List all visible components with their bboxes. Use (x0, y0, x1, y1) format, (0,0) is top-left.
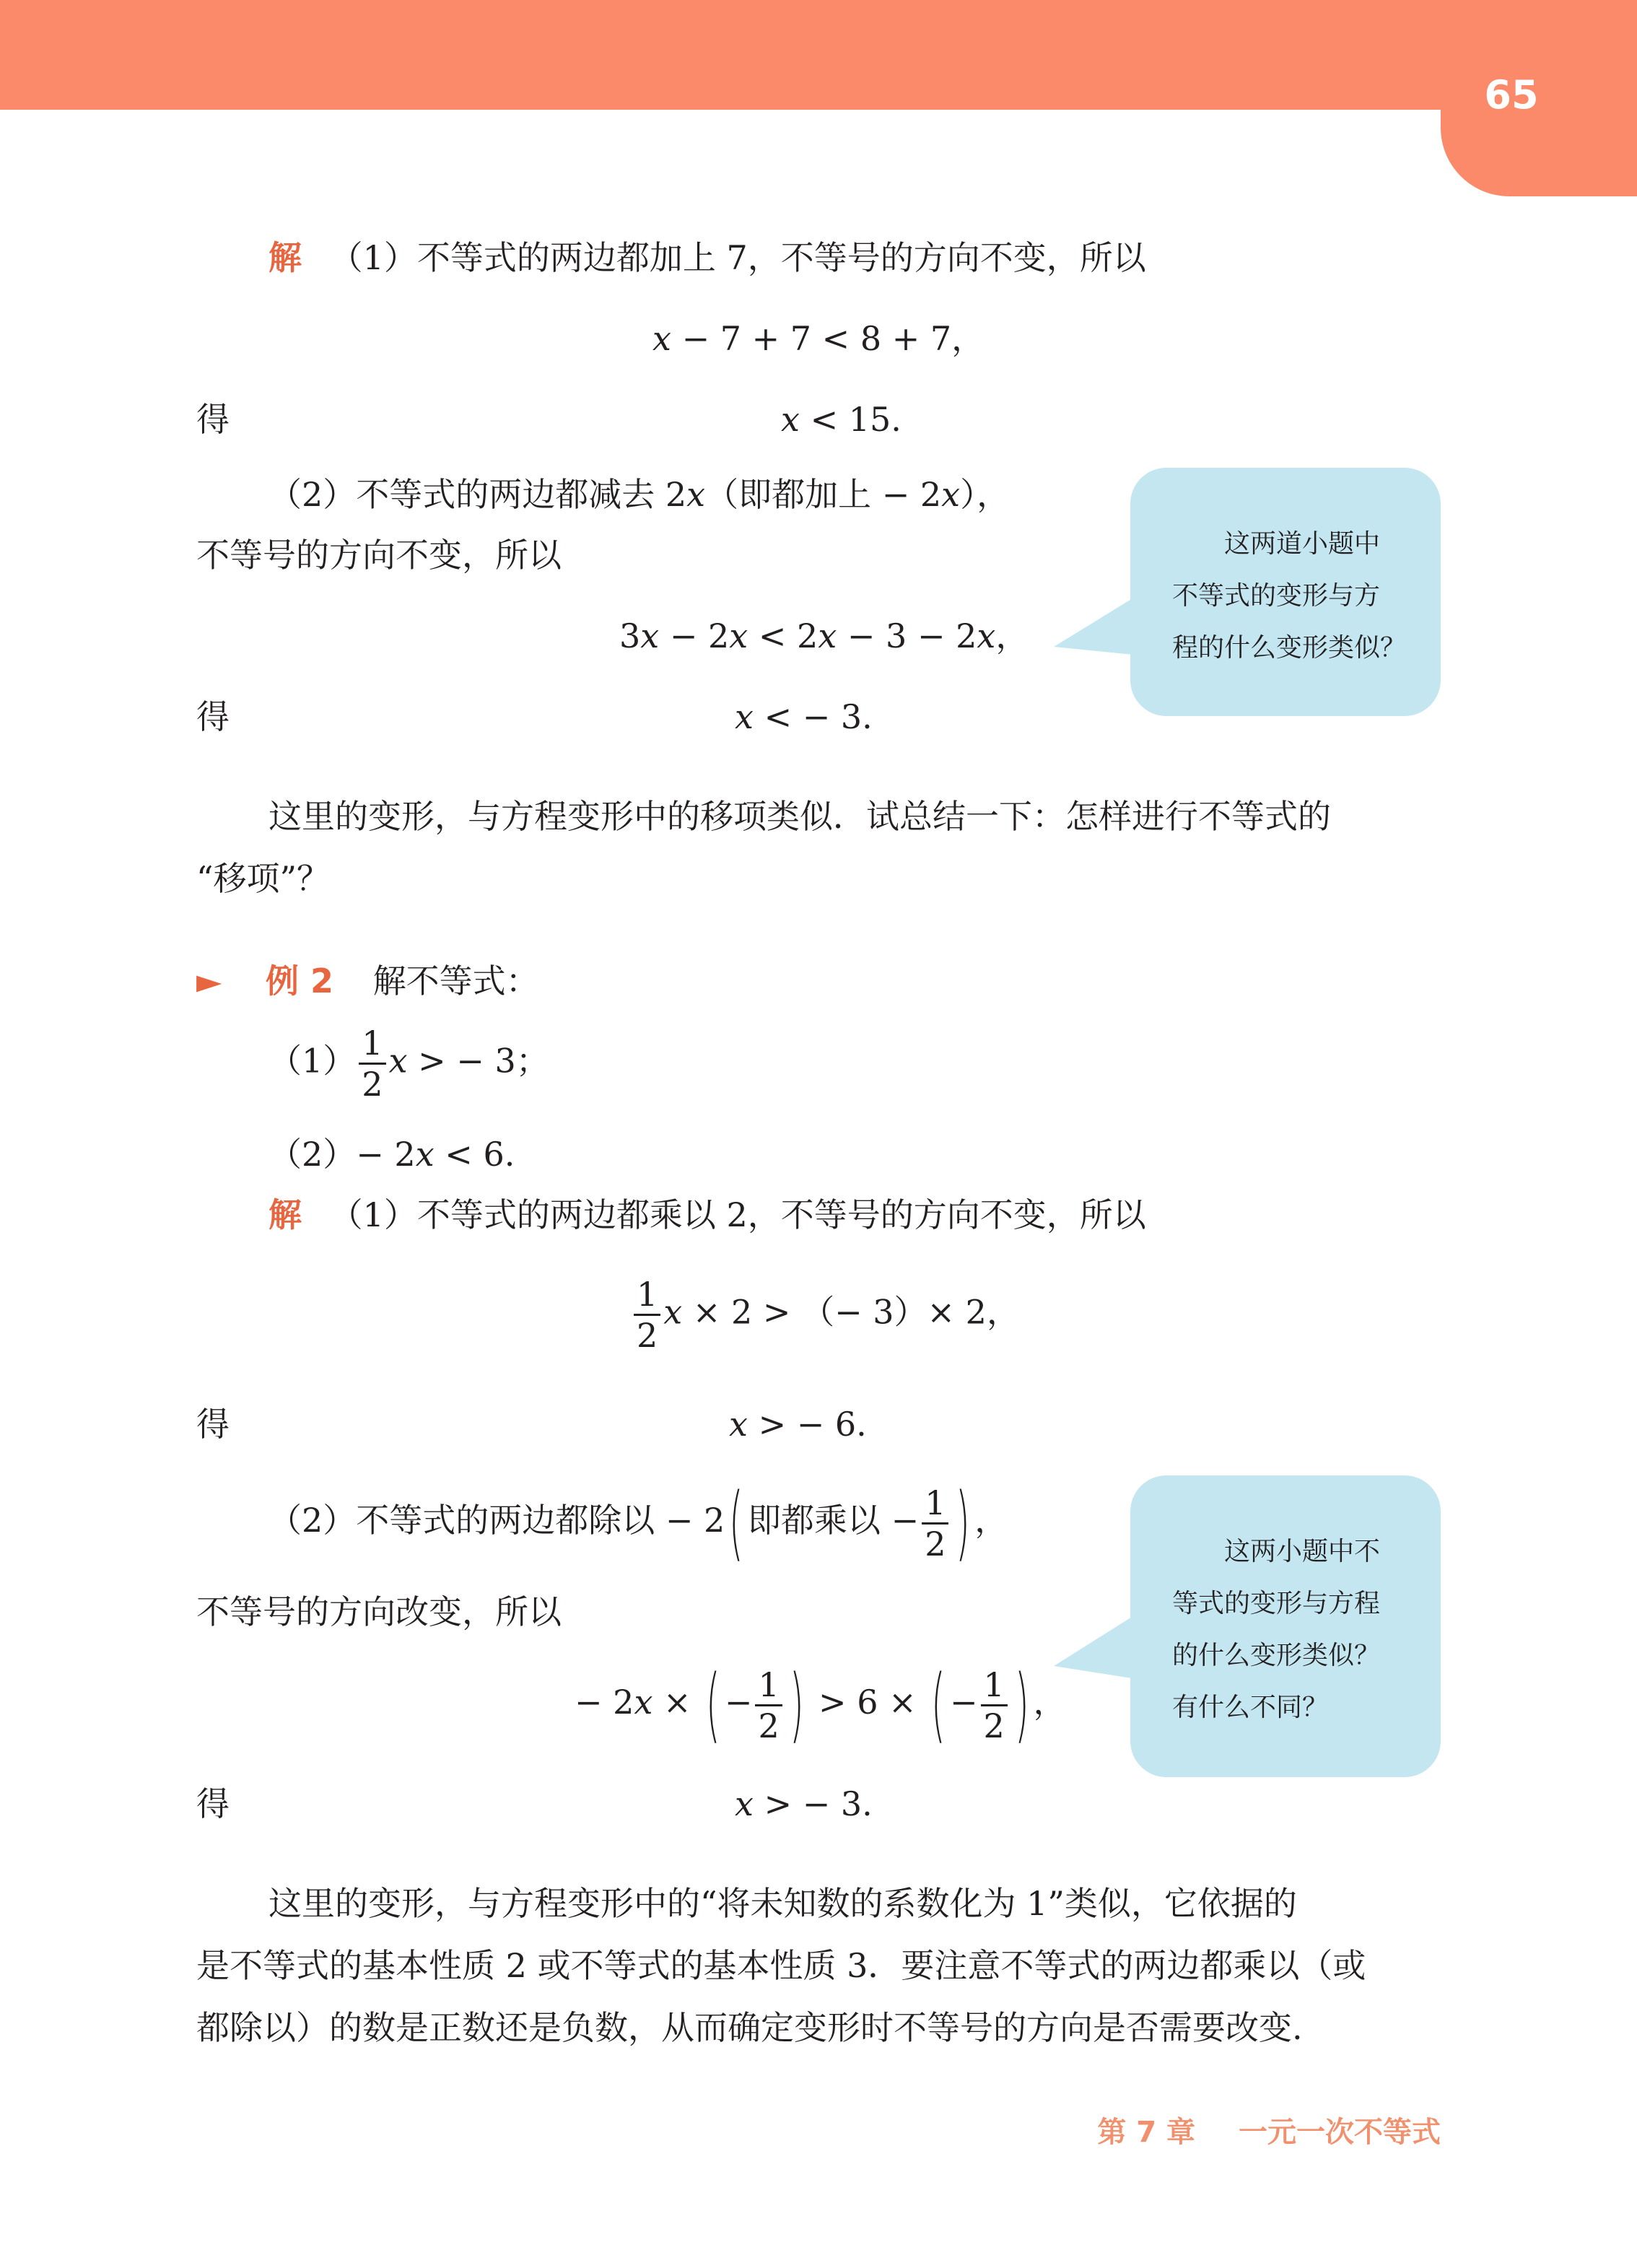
var-x: x (729, 1405, 748, 1444)
fraction-numerator: 1 (922, 1486, 948, 1525)
fraction (634, 1275, 660, 1355)
bubble1-line1: 这两道小题中 (1224, 529, 1381, 559)
item-rest: > − 3； (418, 1041, 549, 1081)
fraction-denominator: 2 (983, 1706, 1005, 1745)
fraction (922, 1483, 948, 1563)
note2-line1: 这里的变形，与方程变形中的“将未知数的系数化为 1”类似，它依据的 (269, 1884, 1297, 1923)
var-x: x (415, 1135, 435, 1174)
note2-line2: 是不等式的基本性质 2 或不等式的基本性质 3．要注意不等式的两边都乘以（或 (196, 1946, 1366, 1985)
var-x: x (977, 616, 996, 655)
eq-part: − 3 − 2 (837, 616, 977, 655)
note1-line2: “移项”？ (196, 859, 331, 898)
solution1-part1-result (781, 400, 902, 439)
var-x: x (729, 616, 748, 655)
right-paren: ) (789, 1658, 804, 1752)
fraction (359, 1024, 385, 1104)
var-x: x (781, 400, 800, 439)
eq-part: 3 (619, 616, 641, 655)
part2-text-a: （2）不等式的两边都除以 − 2 (269, 1501, 725, 1540)
left-paren: ( (706, 1658, 720, 1752)
bubble2-line4: 有什么不同？ (1172, 1693, 1329, 1722)
eq-part: × (652, 1683, 691, 1722)
solution1-part1-equation (652, 319, 985, 358)
fraction (755, 1665, 782, 1745)
item-label: （2）− 2 (269, 1135, 416, 1174)
result-text: < 15. (810, 400, 902, 439)
de-label: 得 (196, 1405, 230, 1444)
equation-text: − 7 + 7 < 8 + 7， (681, 319, 985, 358)
note1-line1: 这里的变形，与方程变形中的移项类似．试总结一下：怎样进行不等式的 (269, 797, 1331, 836)
fraction-denominator: 2 (362, 1065, 383, 1104)
solution1-part2-result (735, 697, 873, 736)
var-x: x (663, 1292, 683, 1332)
fraction-denominator: 2 (925, 1524, 946, 1563)
eq-part: − 2 (575, 1683, 634, 1722)
solution1-part1-text: （1）不等式的两边都加上 7，不等号的方向不变，所以 (329, 238, 1146, 277)
header-band (0, 0, 1637, 110)
var-x: x (388, 1041, 408, 1081)
right-paren: ) (956, 1476, 971, 1570)
result-text: > − 6. (758, 1405, 867, 1444)
solution2-part2-equation (575, 1658, 1067, 1752)
bubble2 (1130, 1475, 1441, 1777)
eq-part: − 2 (659, 616, 730, 655)
de-label: 得 (196, 1784, 230, 1823)
fraction-numerator: 1 (634, 1278, 660, 1316)
fraction-numerator: 1 (359, 1026, 385, 1065)
var-x: x (634, 1683, 653, 1722)
fraction-numerator: 1 (981, 1668, 1008, 1706)
solution1-part2-continued: 不等号的方向不变，所以 (196, 536, 562, 575)
eq-part: ， (995, 616, 1029, 655)
part2-text-b: （即都加上 − 2 (705, 475, 942, 514)
solution2-part2-continued: 不等号的方向改变，所以 (196, 1592, 562, 1631)
bubble2-line3: 的什么变形类似？ (1172, 1641, 1381, 1670)
footer-chapter-title: 一元一次不等式 (1239, 2116, 1441, 2149)
eq-part: ， (1033, 1683, 1067, 1722)
part2-text-c: ， (974, 1501, 1008, 1540)
var-x: x (640, 616, 660, 655)
equation-text: × 2 > （− 3）× 2， (692, 1292, 1020, 1332)
example2-title: 解不等式： (372, 961, 539, 1000)
fraction-numerator: 1 (755, 1668, 782, 1706)
eq-part: > 6 × (818, 1683, 917, 1722)
bubble2-line1: 这两小题中不 (1224, 1537, 1381, 1566)
result-text: > − 3. (764, 1784, 873, 1823)
var-x: x (818, 616, 837, 655)
fraction-denominator: 2 (758, 1706, 780, 1745)
bubble1-line2: 不等式的变形与方 (1172, 581, 1381, 611)
bubble1 (1130, 468, 1441, 716)
solution2-part1-equation (631, 1275, 1020, 1355)
minus-sign: − (949, 1683, 978, 1722)
solution1-part2 (269, 475, 1010, 514)
bubble1-line3: 程的什么变形类似？ (1172, 633, 1407, 663)
fraction (981, 1665, 1008, 1745)
solution2-label: 解 (269, 1195, 302, 1234)
left-paren: ( (931, 1658, 946, 1752)
result-text: < − 3. (764, 697, 873, 736)
footer-chapter (1083, 2109, 1441, 2150)
solution2-part2 (269, 1476, 1008, 1570)
minus-sign: − (724, 1683, 753, 1722)
item-label: （1） (269, 1041, 357, 1081)
solution2-part1 (269, 1195, 1146, 1234)
example2-heading (196, 961, 539, 1000)
part2-text-b: 即都乘以 − (748, 1501, 920, 1540)
part2-text-c: ）， (960, 475, 1010, 514)
page-number: 65 (1484, 72, 1539, 118)
solution2-part2-result (735, 1784, 873, 1823)
solution2-part1-text: （1）不等式的两边都乘以 2，不等号的方向不变，所以 (329, 1195, 1146, 1234)
eq-part: < 2 (748, 616, 818, 655)
fraction-denominator: 2 (637, 1316, 658, 1355)
solution1-part1 (269, 238, 1146, 277)
note2-line3: 都除以）的数是正数还是负数，从而确定变形时不等号的方向是否需要改变. (196, 2008, 1303, 2047)
solution2-part1-result (729, 1405, 867, 1444)
left-paren: ( (729, 1476, 744, 1570)
item-rest: < 6. (445, 1135, 515, 1174)
solution1-label: 解 (269, 238, 302, 277)
var-x: x (686, 475, 706, 514)
var-x: x (652, 319, 671, 358)
var-x: x (735, 1784, 754, 1823)
example2-item2 (269, 1135, 515, 1174)
footer-chapter-number: 第 7 章 (1097, 2116, 1196, 2149)
right-paren: ) (1014, 1658, 1029, 1752)
de-label: 得 (196, 697, 230, 736)
solution1-part2-equation (619, 616, 1029, 655)
part2-text-a: （2）不等式的两边都减去 2 (269, 475, 687, 514)
var-x: x (735, 697, 754, 736)
example2-label: 例 2 (266, 961, 334, 1000)
bubble2-line2: 等式的变形与方程 (1172, 1589, 1381, 1618)
example-arrow-icon: ► (196, 961, 222, 1000)
example2-item1 (269, 1024, 549, 1104)
var-x: x (941, 475, 961, 514)
de-label: 得 (196, 400, 230, 439)
